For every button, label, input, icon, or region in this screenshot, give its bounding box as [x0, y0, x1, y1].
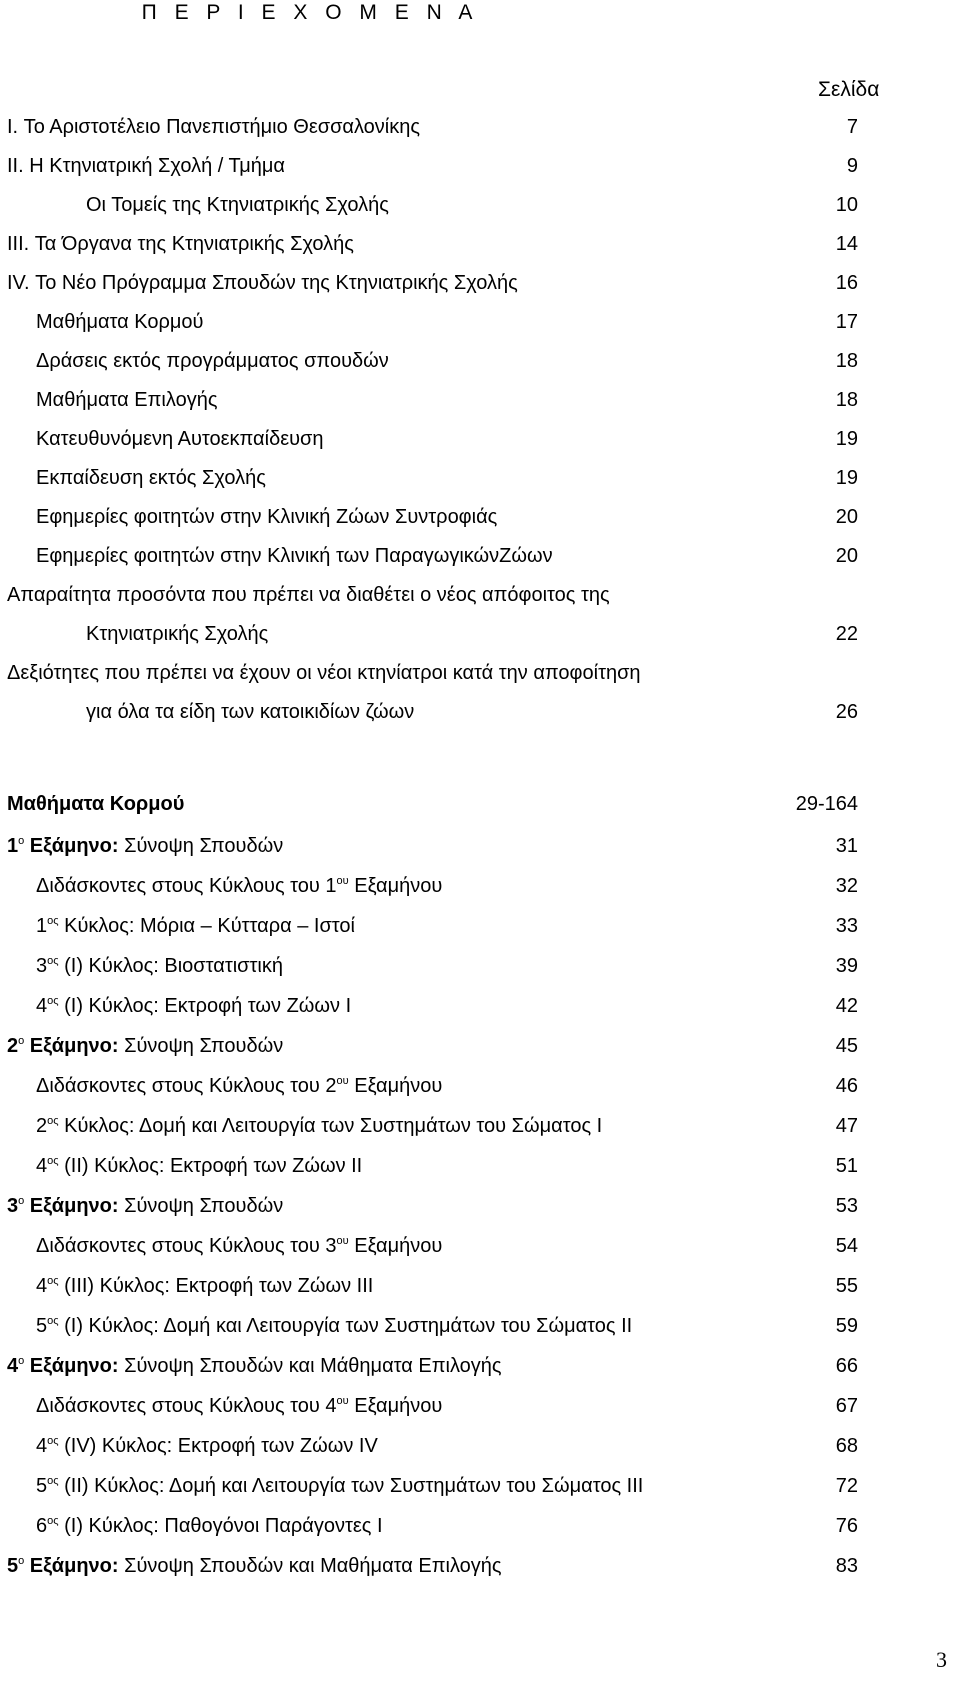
- cycle-number: 4: [36, 995, 48, 1017]
- entry-prefix: Διδάσκοντες στους Κύκλους του 4: [36, 1395, 337, 1417]
- cycle-title: (ΙΙ) Κύκλος: Εκτροφή των Ζώων ΙΙ: [58, 1155, 363, 1177]
- cycle-title: Κύκλος: Δομή και Λειτουργία των Συστημάτων του Σώματος Ι: [58, 1115, 603, 1137]
- semester-entry[interactable]: [0, 1353, 960, 1383]
- ordinal-suffix: ος: [47, 1115, 59, 1127]
- cycle-title: (ΙΙ) Κύκλος: Δομή και Λειτουργία των Συστημάτων του Σώματος ΙΙΙ: [58, 1475, 644, 1497]
- ordinal-suffix: ος: [47, 915, 59, 927]
- toc-entry-page: 42: [835, 995, 858, 1017]
- page-title: Π Ε Ρ Ι Ε Χ Ο Μ Ε Ν Α: [141, 1, 479, 24]
- semester-label: Εξάμηνο:: [24, 1035, 119, 1057]
- toc-entry-text: Δράσεις εκτός προγράμματος σπουδών: [36, 350, 389, 372]
- toc-entry-page: 19: [835, 428, 858, 450]
- cycle-title: (IV) Κύκλος: Εκτροφή των Ζώων IV: [58, 1435, 378, 1457]
- toc-entry[interactable]: [0, 993, 960, 1023]
- toc-entry-page: 76: [835, 1515, 858, 1537]
- toc-entry-page: 31: [835, 835, 858, 857]
- toc-entry-text: [36, 1313, 632, 1339]
- toc-entry-text: Κτηνιατρικής Σχολής: [86, 623, 269, 645]
- cycle-number: 5: [36, 1315, 48, 1337]
- toc-entry-text: [36, 913, 355, 939]
- toc-entry-text: Δεξιότητες που πρέπει να έχουν οι νέοι κτηνίατροι κατά την αποφοίτηση: [7, 662, 641, 684]
- cycle-number: 4: [36, 1435, 48, 1457]
- semester-entry[interactable]: [0, 1193, 960, 1223]
- toc-entry-text: [36, 1153, 362, 1179]
- toc-entry[interactable]: [0, 504, 960, 534]
- toc-entry-text: Μαθήματα Επιλογής: [36, 389, 218, 411]
- semester-entry[interactable]: [0, 833, 960, 863]
- ordinal-suffix: ο: [18, 1555, 25, 1567]
- toc-entry[interactable]: [0, 348, 960, 378]
- toc-entry[interactable]: [0, 913, 960, 943]
- cycle-number: 4: [36, 1155, 48, 1177]
- ordinal-suffix: ος: [47, 1475, 59, 1487]
- toc-entry-text: [36, 873, 442, 899]
- toc-entry-page: 66: [835, 1355, 858, 1377]
- page-number: 3: [936, 1647, 947, 1672]
- toc-entry-page: 20: [835, 506, 858, 528]
- toc-entry-page: 26: [835, 701, 858, 723]
- toc-entry-text: για όλα τα είδη των κατοικιδίων ζώων: [86, 701, 415, 723]
- toc-entry-page: 18: [835, 350, 858, 372]
- cycle-number: 6: [36, 1515, 48, 1537]
- toc-entry[interactable]: [0, 1433, 960, 1463]
- semester-entry-text: [7, 1193, 283, 1219]
- page-column-label: Σελίδα: [818, 78, 880, 101]
- toc-entry[interactable]: [0, 387, 960, 417]
- toc-entry-page: 16: [835, 272, 858, 294]
- toc-entry[interactable]: [0, 1073, 960, 1103]
- cycle-title: (ΙΙΙ) Κύκλος: Εκτροφή των Ζώων ΙΙΙ: [58, 1275, 374, 1297]
- entry-suffix: Εξαμήνου: [348, 1235, 443, 1257]
- toc-entry-page: 33: [835, 915, 858, 937]
- entry-suffix: Εξαμήνου: [348, 1075, 443, 1097]
- toc-entry-text: III. Τα Όργανα της Κτηνιατρικής Σχολής: [7, 233, 354, 255]
- toc-entry-page: 53: [835, 1195, 858, 1217]
- toc-entry-page: 18: [835, 389, 858, 411]
- cycle-title: (Ι) Κύκλος: Δομή και Λειτουργία των Συστημάτων του Σώματος ΙΙ: [58, 1315, 633, 1337]
- toc-entry-text: [36, 953, 283, 979]
- toc-entry-text: [36, 1073, 442, 1099]
- ordinal-suffix: ος: [47, 1315, 59, 1327]
- semester-entry-text: [7, 1553, 502, 1579]
- toc-entry-text: [36, 1233, 442, 1259]
- cycle-title: (Ι) Κύκλος: Εκτροφή των Ζώων Ι: [58, 995, 352, 1017]
- toc-entry[interactable]: [0, 660, 960, 690]
- toc-entry[interactable]: [0, 873, 960, 903]
- cycle-title: (Ι) Κύκλος: Παθογόνοι Παράγοντες Ι: [58, 1515, 383, 1537]
- semester-description: Σύνοψη Σπουδών: [118, 835, 284, 857]
- toc-entry-page: 45: [835, 1035, 858, 1057]
- toc-entry[interactable]: [0, 270, 960, 300]
- ordinal-suffix: ος: [47, 955, 59, 967]
- toc-entry-page: 55: [835, 1275, 858, 1297]
- semester-description: Σύνοψη Σπουδών: [118, 1035, 284, 1057]
- toc-entry-page: 39: [835, 955, 858, 977]
- ordinal-suffix: ος: [47, 1435, 59, 1447]
- toc-entry[interactable]: [0, 231, 960, 261]
- toc-entry-page: 54: [835, 1235, 858, 1257]
- toc-entry-page: 9: [846, 155, 858, 177]
- toc-entry[interactable]: [0, 621, 960, 651]
- toc-entry[interactable]: [0, 1473, 960, 1503]
- entry-suffix: Εξαμήνου: [348, 1395, 443, 1417]
- toc-entry[interactable]: [0, 114, 960, 144]
- section-heading-text: Μαθήματα Κορμού: [7, 793, 185, 815]
- toc-entry[interactable]: [0, 426, 960, 456]
- cycle-number: 3: [36, 955, 48, 977]
- toc-entry-text: [36, 1433, 378, 1459]
- entry-prefix: Διδάσκοντες στους Κύκλους του 2: [36, 1075, 337, 1097]
- semester-description: Σύνοψη Σπουδών και Μαθήματα Επιλογής: [118, 1555, 502, 1577]
- cycle-number: 5: [36, 1475, 48, 1497]
- toc-entry[interactable]: [0, 582, 960, 612]
- toc-entry[interactable]: [0, 192, 960, 222]
- toc-entry[interactable]: [0, 153, 960, 183]
- cycle-number: 4: [36, 1275, 48, 1297]
- toc-entry-text: Εφημερίες φοιτητών στην Κλινική των ΠαραγωγικώνΖώων: [36, 545, 553, 567]
- toc-entry-text: Οι Τομείς της Κτηνιατρικής Σχολής: [86, 194, 389, 216]
- ordinal-suffix: ο: [18, 1035, 25, 1047]
- semester-entry[interactable]: [0, 1553, 960, 1583]
- semester-label: Εξάμηνο:: [24, 1555, 119, 1577]
- toc-entry-page: 68: [835, 1435, 858, 1457]
- toc-entry[interactable]: [0, 1273, 960, 1303]
- semester-entry-text: [7, 833, 283, 859]
- toc-entry-page: 7: [846, 116, 858, 138]
- entry-prefix: Διδάσκοντες στους Κύκλους του 1: [36, 875, 337, 897]
- cycle-number: 2: [36, 1115, 48, 1137]
- toc-entry-page: 46: [835, 1075, 858, 1097]
- toc-entry[interactable]: [0, 1113, 960, 1143]
- toc-entry-page: 51: [835, 1155, 858, 1177]
- ordinal-suffix: ου: [336, 1395, 349, 1407]
- ordinal-suffix: ος: [47, 1275, 59, 1287]
- toc-entry[interactable]: [0, 465, 960, 495]
- entry-suffix: Εξαμήνου: [348, 875, 443, 897]
- semester-number: 5: [7, 1555, 19, 1577]
- toc-entry-text: [36, 1393, 442, 1419]
- semester-label: Εξάμηνο:: [24, 1195, 119, 1217]
- toc-entry-text: [36, 1473, 643, 1499]
- ordinal-suffix: ος: [47, 995, 59, 1007]
- toc-entry[interactable]: [0, 1153, 960, 1183]
- ordinal-suffix: ο: [18, 1355, 25, 1367]
- toc-entry-text: I. Το Αριστοτέλειο Πανεπιστήμιο Θεσσαλονίκης: [7, 116, 421, 138]
- cycle-number: 1: [36, 915, 48, 937]
- toc-entry[interactable]: [0, 953, 960, 983]
- toc-entry-text: [36, 1273, 373, 1299]
- toc-entry-page: 59: [835, 1315, 858, 1337]
- toc-entry-text: Μαθήματα Κορμού: [36, 311, 204, 333]
- toc-entry-text: II. Η Κτηνιατρική Σχολή / Τμήμα: [7, 155, 285, 177]
- toc-entry-page: 72: [835, 1475, 858, 1497]
- ordinal-suffix: ος: [47, 1155, 59, 1167]
- cycle-title: (Ι) Κύκλος: Βιοστατιστική: [58, 955, 283, 977]
- toc-entry[interactable]: [0, 1313, 960, 1343]
- toc-entry-page: 14: [835, 233, 858, 255]
- ordinal-suffix: ο: [18, 1195, 25, 1207]
- semester-entry-text: [7, 1353, 502, 1379]
- toc-entry-page: 20: [835, 545, 858, 567]
- toc-entry-text: Απαραίτητα προσόντα που πρέπει να διαθέτει ο νέος απόφοιτος της: [7, 584, 610, 606]
- semester-label: Εξάμηνο:: [24, 835, 119, 857]
- semester-number: 1: [7, 835, 19, 857]
- semester-description: Σύνοψη Σπουδών και Μάθηματα Επιλογής: [118, 1355, 502, 1377]
- ordinal-suffix: ο: [18, 835, 25, 847]
- toc-entry[interactable]: [0, 1513, 960, 1543]
- section-heading[interactable]: [0, 791, 960, 821]
- semester-entry-text: [7, 1033, 283, 1059]
- toc-entry-page: 47: [835, 1115, 858, 1137]
- section-heading-page: 29-164: [795, 793, 858, 815]
- toc-entry-text: IV. Το Νέο Πρόγραμμα Σπουδών της Κτηνιατρικής Σχολής: [7, 272, 518, 294]
- ordinal-suffix: ου: [336, 875, 349, 887]
- toc-entry-page: 67: [835, 1395, 858, 1417]
- toc-entry-page: 19: [835, 467, 858, 489]
- toc-entry-text: [36, 1113, 602, 1139]
- toc-entry-text: Εφημερίες φοιτητών στην Κλινική Ζώων Συντροφιάς: [36, 506, 498, 528]
- toc-entry-text: Εκπαίδευση εκτός Σχολής: [36, 467, 266, 489]
- toc-entry[interactable]: [0, 1393, 960, 1423]
- semester-label: Εξάμηνο:: [24, 1355, 119, 1377]
- toc-entry[interactable]: [0, 543, 960, 573]
- toc-entry-text: [36, 1513, 383, 1539]
- ordinal-suffix: ου: [336, 1075, 349, 1087]
- semester-entry[interactable]: [0, 1033, 960, 1063]
- toc-entry-page: 83: [835, 1555, 858, 1577]
- ordinal-suffix: ου: [336, 1235, 349, 1247]
- cycle-title: Κύκλος: Μόρια – Κύτταρα – Ιστοί: [58, 915, 355, 937]
- toc-entry[interactable]: [0, 309, 960, 339]
- toc-entry-page: 10: [835, 194, 858, 216]
- toc-entry[interactable]: [0, 699, 960, 729]
- toc-entry[interactable]: [0, 1233, 960, 1263]
- toc-entry-page: 22: [835, 623, 858, 645]
- entry-prefix: Διδάσκοντες στους Κύκλους του 3: [36, 1235, 337, 1257]
- semester-number: 2: [7, 1035, 19, 1057]
- toc-entry-page: 32: [835, 875, 858, 897]
- toc-entry-text: [36, 993, 351, 1019]
- ordinal-suffix: ος: [47, 1515, 59, 1527]
- semester-number: 3: [7, 1195, 19, 1217]
- semester-description: Σύνοψη Σπουδών: [118, 1195, 284, 1217]
- toc-entry-text: Κατευθυνόμενη Αυτοεκπαίδευση: [36, 428, 324, 450]
- semester-number: 4: [7, 1355, 19, 1377]
- toc-entry-page: 17: [835, 311, 858, 333]
